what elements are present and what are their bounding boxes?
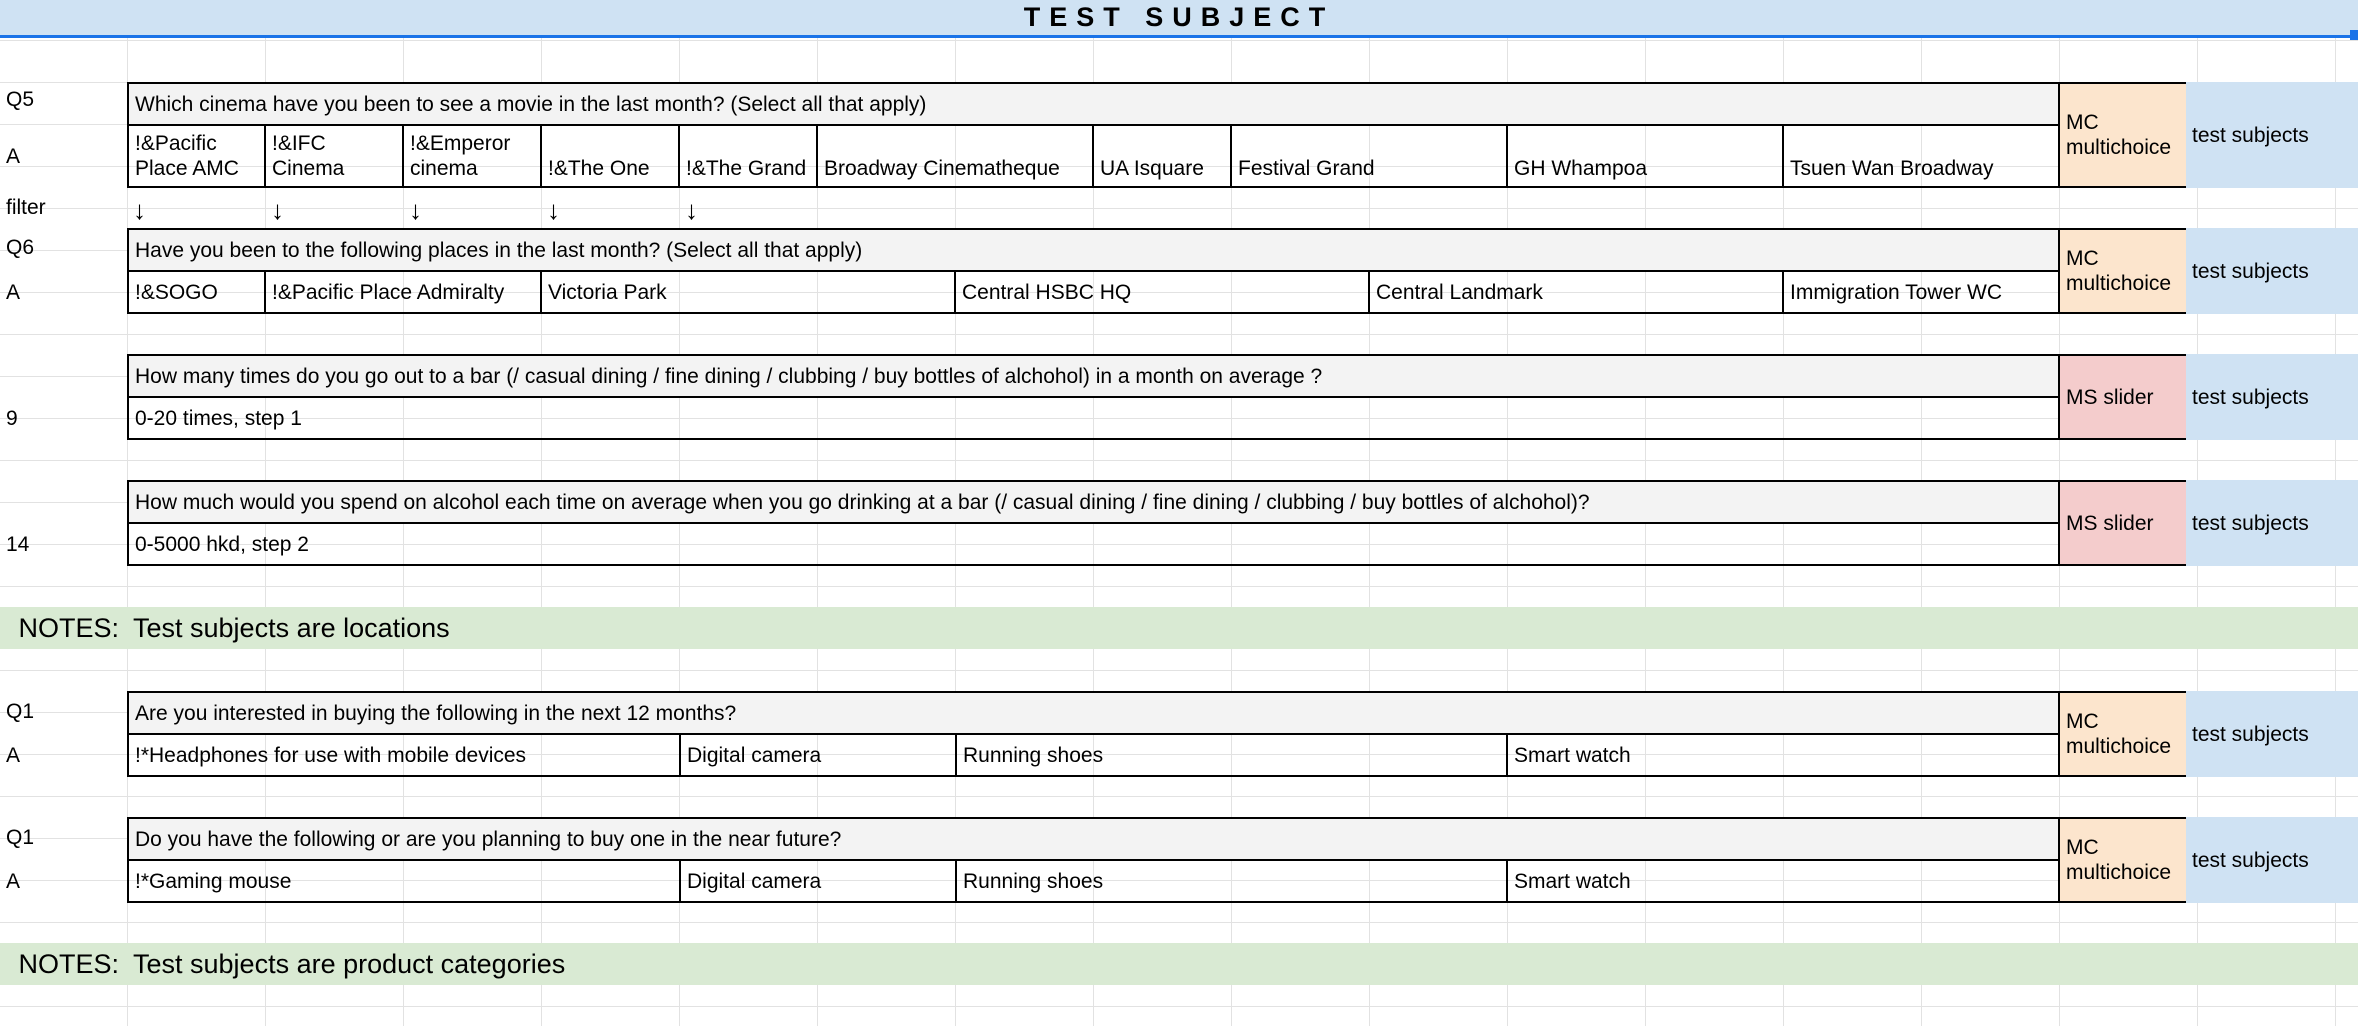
q1a-answer-1[interactable]: !*Headphones for use with mobile devices [127,733,681,777]
q1b-answer-1[interactable]: !*Gaming mouse [127,859,681,903]
q1a-subject[interactable]: test subjects [2186,691,2358,777]
q9-code[interactable]: 9 [6,406,18,430]
notes-row-locations[interactable] [0,607,2358,649]
notes-label: NOTES: [18,948,119,979]
q1b-type[interactable]: MC multichoice [2058,817,2188,903]
notes-label: NOTES: [18,612,119,643]
q5-answer-8[interactable]: Festival Grand [1230,124,1508,188]
q9-type[interactable]: MS slider [2058,354,2188,440]
filter-arrow-4[interactable]: ↓ [547,195,560,225]
q1b-answer-2[interactable]: Digital camera [679,859,957,903]
q14-type[interactable]: MS slider [2058,480,2188,566]
q6-answer-3[interactable]: Victoria Park [540,270,956,314]
q1b-answer-3[interactable]: Running shoes [955,859,1508,903]
q5-answer-5[interactable]: !&The Grand [678,124,818,188]
q1a-code[interactable]: Q1 [6,700,35,723]
notes-text: Test subjects are locations [133,612,450,643]
q5-subject[interactable]: test subjects [2186,82,2358,188]
q5-answer-4[interactable]: !&The One [540,124,680,188]
q1b-code[interactable]: Q1 [6,826,35,849]
q14-question[interactable]: How much would you spend on alcohol each time on average when you go drinking at a bar (/ casual dining / fine dining / clubbing / buy bottles of alchohol)? [127,480,2060,524]
q1b-subject[interactable]: test subjects [2186,817,2358,903]
q5-answer-6[interactable]: Broadway Cinematheque [816,124,1094,188]
q6-answer-5[interactable]: Central Landmark [1368,270,1784,314]
filter-label[interactable]: filter [6,196,46,219]
notes-row-product-categories[interactable] [0,943,2358,985]
filter-arrow-5[interactable]: ↓ [685,195,698,225]
q5-answer-2[interactable]: !&IFC Cinema [264,124,404,188]
selection-fill-handle[interactable] [2350,30,2358,40]
notes-text: Test subjects are product categories [133,948,566,979]
filter-arrow-2[interactable]: ↓ [271,195,284,225]
q6-subject[interactable]: test subjects [2186,228,2358,314]
q6-question[interactable]: Have you been to the following places in the last month? (Select all that apply) [127,228,2060,272]
filter-arrow-3[interactable]: ↓ [409,195,422,225]
q6-answer-4[interactable]: Central HSBC HQ [954,270,1370,314]
q5-answer-9[interactable]: GH Whampoa [1506,124,1784,188]
q6-answer-1[interactable]: !&SOGO [127,270,266,314]
q5-answer-10[interactable]: Tsuen Wan Broadway [1782,124,2060,188]
q14-code[interactable]: 14 [6,532,30,556]
q6-answer-2[interactable]: !&Pacific Place Admiralty [264,270,542,314]
sheet-title[interactable] [0,0,2358,38]
q1a-answer-3[interactable]: Running shoes [955,733,1508,777]
q6-code[interactable]: Q6 [6,236,35,259]
q9-subject[interactable]: test subjects [2186,354,2358,440]
q6-type[interactable]: MC multichoice [2058,228,2188,314]
q9-question[interactable]: How many times do you go out to a bar (/ casual dining / fine dining / clubbing / buy bottles of alchohol) in a month on average ? [127,354,2060,398]
q14-detail[interactable]: 0-5000 hkd, step 2 [127,522,2060,566]
q5-code[interactable]: Q5 [6,88,35,111]
sheet-title-text: TEST SUBJECT [1023,2,1335,32]
q6-answer-label[interactable]: A [6,280,21,304]
q5-answer-3[interactable]: !&Emperor cinema [402,124,542,188]
q14-subject[interactable]: test subjects [2186,480,2358,566]
q5-answer-7[interactable]: UA Isquare [1092,124,1232,188]
q1b-question[interactable]: Do you have the following or are you planning to buy one in the near future? [127,817,2060,861]
q6-answer-6[interactable]: Immigration Tower WC [1782,270,2060,314]
filter-arrow-1[interactable]: ↓ [133,195,146,225]
q1a-answer-label[interactable]: A [6,743,21,767]
q5-answer-1[interactable]: !&Pacific Place AMC [127,124,266,188]
q1a-answer-4[interactable]: Smart watch [1506,733,2060,777]
q1b-answer-4[interactable]: Smart watch [1506,859,2060,903]
q1b-answer-label[interactable]: A [6,869,21,893]
q1a-answer-2[interactable]: Digital camera [679,733,957,777]
q5-type[interactable]: MC multichoice [2058,82,2188,188]
q1a-question[interactable]: Are you interested in buying the following in the next 12 months? [127,691,2060,735]
q1a-type[interactable]: MC multichoice [2058,691,2188,777]
q5-question[interactable]: Which cinema have you been to see a movie in the last month? (Select all that apply) [127,82,2060,126]
q5-answer-label[interactable]: A [6,144,21,168]
q9-detail[interactable]: 0-20 times, step 1 [127,396,2060,440]
